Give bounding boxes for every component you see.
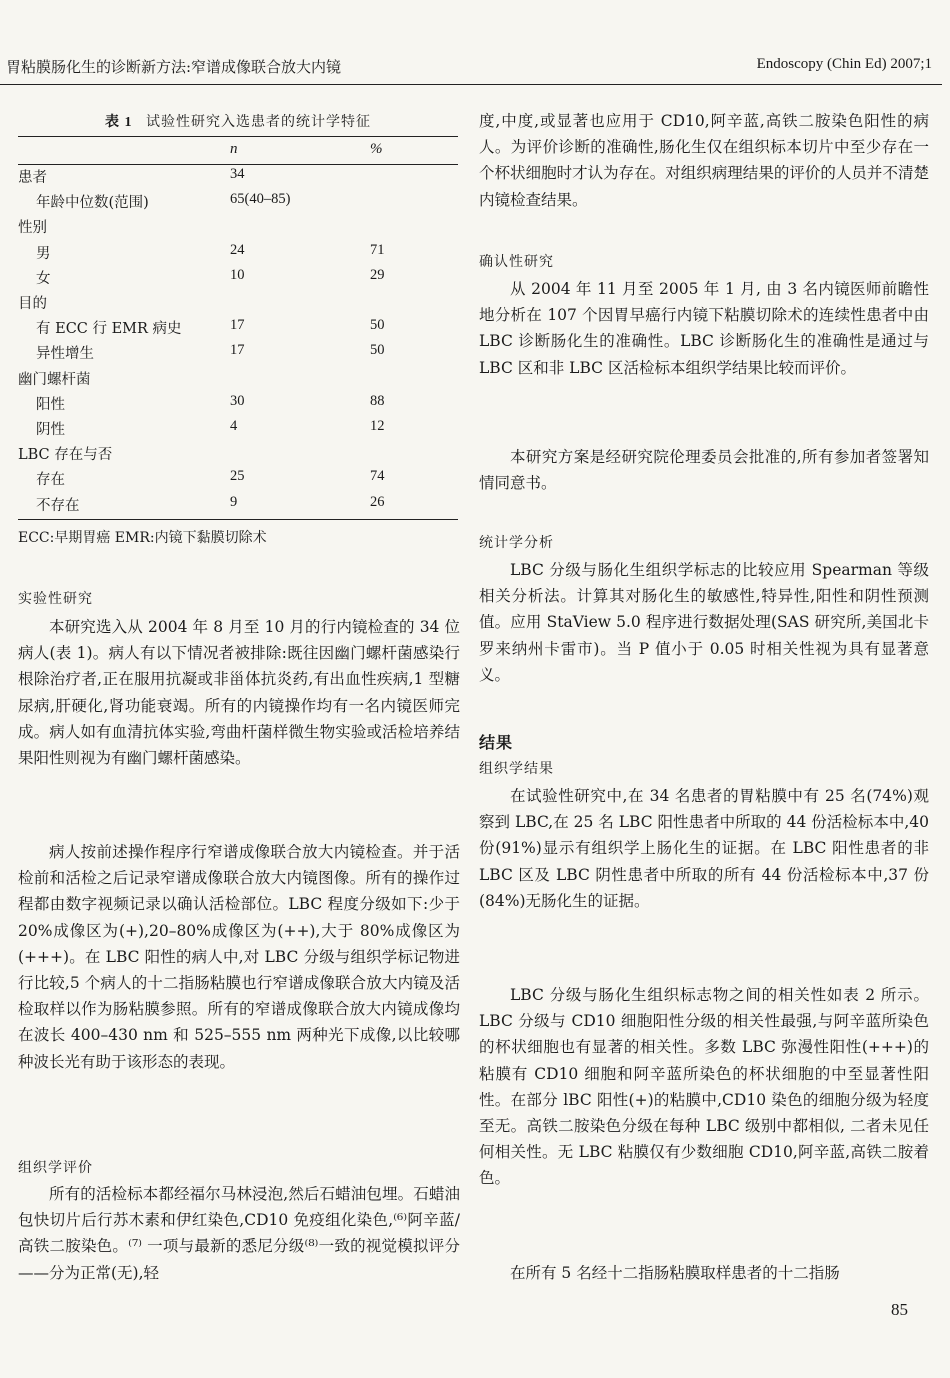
table-cell-label: LBC 存在与否 [18,447,113,464]
table-header-rule [18,164,458,165]
paragraph-pilot-study: 本研究选入从 2004 年 8 月至 10 月的行内镜检查的 34 位病人(表 1)。病人有以下情况者被排除:既往因幽门螺杆菌感染行根除治疗者,正在服用抗凝或非甾体抗炎药,有出血性疾病,1 型糖尿病,肝硬化,肾功能衰竭。所有的内镜操作均有一名内镜医师完成。病人如有血清抗体实验,弯曲杆菌样微生物实验或活检培养结果阳性则视为有幽门螺杆菌感染。 [18,618,460,768]
table-cell-label: 幽门螺杆菌 [18,371,91,388]
table-cell-percent: 88 [370,392,385,409]
table-cell-label: 男 [36,245,51,262]
section-heading-validation: 确认性研究 [479,254,554,270]
table-cell-label: 目的 [18,296,47,312]
table-row [18,216,458,241]
table-cell-n: 9 [230,493,238,510]
paragraph-continued: 度,中度,或显著也应用于 CD10,阿辛蓝,高铁二胺染色阳性的病人。为评价诊断的准确性,肠化生仅在组织标本切片中至少存在一个杯状细胞时才认为存在。对组织病理结果的评价的人员并不清楚内镜检查结果。 [479,112,929,209]
table-row [18,267,458,292]
table-number: 表 1 [105,115,133,130]
paragraph-histology-results: 在试验性研究中,在 34 名患者的胃粘膜中有 25 名(74%)观察到 LBC,在 25 名 LBC 阳性患者中所取的 44 份活检标本中,40 份(91%)显示有组织学上肠化生的证据。在 LBC 阳性患者的非 LBC 区及 LBC 阴性患者中所取的所有 44 份活检标本中,37 份(84%)无肠化生的证据。 [479,787,929,910]
table-row [18,292,458,317]
header-divider [0,84,942,85]
table-header-n: n [230,141,238,157]
table-cell-n: 10 [230,266,245,283]
page-number: 85 [891,1300,908,1319]
table-cell-n: 17 [230,342,245,359]
table-row [18,443,458,468]
table-cell-label: 阴性 [36,422,65,438]
table-cell-label: 性别 [18,220,47,237]
table-row [18,166,458,191]
table-cell-n: 25 [230,468,245,485]
table-cell-n: 30 [230,392,245,409]
table-row [18,393,458,418]
table-row [18,494,458,519]
table-cell-percent: 50 [370,317,385,334]
table-cell-percent: 29 [370,266,385,283]
paragraph-ethics: 本研究方案是经研究院伦理委员会批准的,所有参加者签署知情同意书。 [479,448,929,493]
section-heading-statistics: 统计学分析 [479,535,554,551]
paragraph-procedure: 病人按前述操作程序行窄谱成像联合放大内镜检查。并于活检前和活检之后记录窄谱成像联合放大内镜图像。所有的操作过程都由数字视频记录以确认活检部位。LBC 程度分级如下:少于 20%成像区为(+),20–80%成像区为(++),大于 80%成像区为(+++)。在 LBC 阳性的病人中,对 LBC 分级与组织学标记物进行比较,5 个病人的十二指肠粘膜也行窄谱成像联合放大内镜及活检取样以作为肠粘膜参照。所有的窄谱成像联合放大内镜成像均在波长 400–430 nm 和 525–555 nm 两种光下成像,以比较哪种波长光有助于该形态的表现。 [18,843,460,1071]
table-cell-label: 有 ECC 行 EMR 病史 [36,321,182,338]
table-cell-n: 65(40–85) [230,191,291,208]
table-row [18,418,458,443]
table-cell-percent: 26 [370,493,385,510]
table-cell-label: 异性增生 [36,346,94,363]
paragraph-validation: 从 2004 年 11 月至 2005 年 1 月, 由 3 名内镜医师前瞻性地分析在 107 个因胃早癌行内镜下粘膜切除术的连续性患者中由 LBC 诊断肠化生的准确性。LBC 诊断肠化生的准确性是通过与 LBC 区和非 LBC 区活检标本组织学结果比较而评价。 [479,280,929,377]
table-row [18,242,458,267]
table-row [18,317,458,342]
table-cell-percent: 74 [370,468,385,485]
running-header-title: 胃粘膜肠化生的诊断新方法:窄谱成像联合放大内镜 [6,58,342,76]
table-cell-n: 17 [230,317,245,334]
table-cell-label: 不存在 [36,497,80,514]
table-row [18,468,458,493]
table-row [18,191,458,216]
table-cell-n: 34 [230,166,245,182]
table-cell-percent: 71 [370,241,385,258]
section-heading-results: 结果 [479,733,514,752]
table-cell-label: 年龄中位数(范围) [36,195,149,212]
paragraph-statistics: LBC 分级与肠化生组织学标志的比较应用 Spearman 等级相关分析法。计算其对肠化生的敏感性,特异性,阳性和阴性预测值。应用 StaView 5.0 程序进行数据处理(SAS 研究所,美国北卡罗来纳州卡雷市)。当 P 值小于 0.05 时相关性视为具有显著意义。 [479,561,929,684]
table-bottom-rule [18,519,458,520]
table-footnote: ECC:早期胃癌 EMR:内镜下黏膜切除术 [18,530,267,546]
table-cell-label: 女 [36,270,51,287]
table-header-percent: % [370,141,383,157]
paragraph-correlation: LBC 分级与肠化生组织标志物之间的相关性如表 2 所示。LBC 分级与 CD10 细胞阳性分级的相关性最强,与阿辛蓝所染色的杯状细胞也有显著的相关性。多数 LBC 弥漫性阳性(+++)的粘膜有 CD10 细胞和阿辛蓝所染色的杯状细胞的中至显著性阳性。在部分 lBC 阳性(+)的粘膜中,CD10 染色的细胞分级为轻度至无。高铁二胺染色分级在每种 LBC 级别中都相似, 二者未见任何相关性。无 LBC 粘膜仅有少数细胞 CD10,阿辛蓝,高铁二胺着色。 [479,986,929,1188]
table-cell-label: 阳性 [36,396,65,413]
table-row [18,368,458,393]
table-cell-label: 存在 [36,472,65,489]
table-top-rule [18,136,458,137]
table-caption [18,111,458,131]
table-title: 试验性研究入选患者的统计学特征 [145,114,371,130]
section-heading-histology-results: 组织学结果 [479,761,554,777]
table-cell-n: 4 [230,418,238,434]
table-cell-label: 患者 [18,170,47,186]
table-row [18,342,458,367]
section-heading-pilot-study: 实验性研究 [18,591,93,607]
section-heading-histology: 组织学评价 [18,1160,93,1176]
table-cell-percent: 12 [370,418,385,434]
running-header-journal: Endoscopy (Chin Ed) 2007;1 [756,56,932,72]
paragraph-histology: 所有的活检标本都经福尔马林浸泡,然后石蜡油包埋。石蜡油包快切片后行苏木素和伊红染色,CD10 免疫组化染色,⁽⁶⁾阿辛蓝/高铁二胺染色。⁽⁷⁾ 一项与最新的悉尼分级⁽⁸⁾一致的视觉模拟评分——分为正常(无),轻 [18,1185,460,1282]
table-cell-percent: 50 [370,342,385,359]
paragraph-duodenum: 在所有 5 名经十二指肠粘膜取样患者的十二指肠 [510,1264,840,1282]
table-cell-n: 24 [230,241,245,258]
